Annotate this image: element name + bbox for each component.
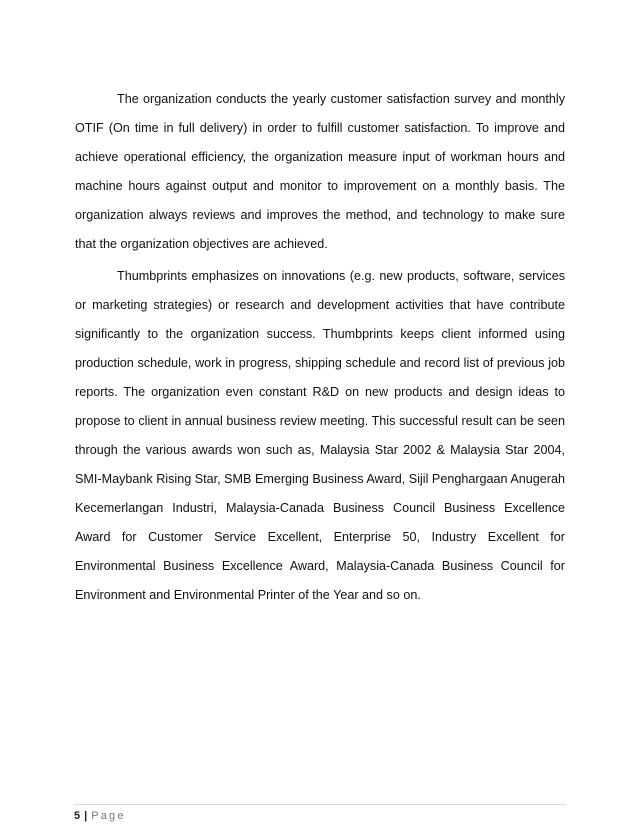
page-footer — [74, 810, 126, 822]
footer-divider — [74, 804, 566, 805]
paragraph-innovation: Thumbprints emphasizes on innovations (e.g. new products, software, services or marketing strategies) or research and development activities that have contribute significantly to the organization success. Thumbprints keeps client informed using production schedule, work in progress, shipping schedule and record list of previous job reports. The organization even constant R&D on new products and design ideas to propose to client in annual business review meeting. This successful result can be seen through the various awards won such as, Malaysia Star 2002 & Malaysia Star 2004, SMI-Maybank Rising Star, SMB Emerging Business Award, Sijil Penghargaan Anugerah Kecemerlangan Industri, Malaysia-Canada Business Council Business Excellence Award for Customer Service Excellent, Enterprise 50, Industry Excellent for Environmental Business Excellence Award, Malaysia-Canada Business Council for Environment and Environmental Printer of the Year and so on. — [75, 269, 565, 602]
page-label: Page — [91, 810, 126, 822]
footer-separator: | — [84, 810, 88, 822]
page-number: 5 — [74, 810, 81, 822]
document-body — [75, 85, 565, 610]
paragraph-satisfaction: The organization conducts the yearly customer satisfaction survey and monthly OTIF (On time in full delivery) in order to fulfill customer satisfaction. To improve and achieve operational efficiency, the organization measure input of workman hours and machine hours against output and monitor to improvement on a monthly basis. The organization always reviews and improves the method, and technology to make sure that the organization objectives are achieved. — [75, 92, 565, 251]
